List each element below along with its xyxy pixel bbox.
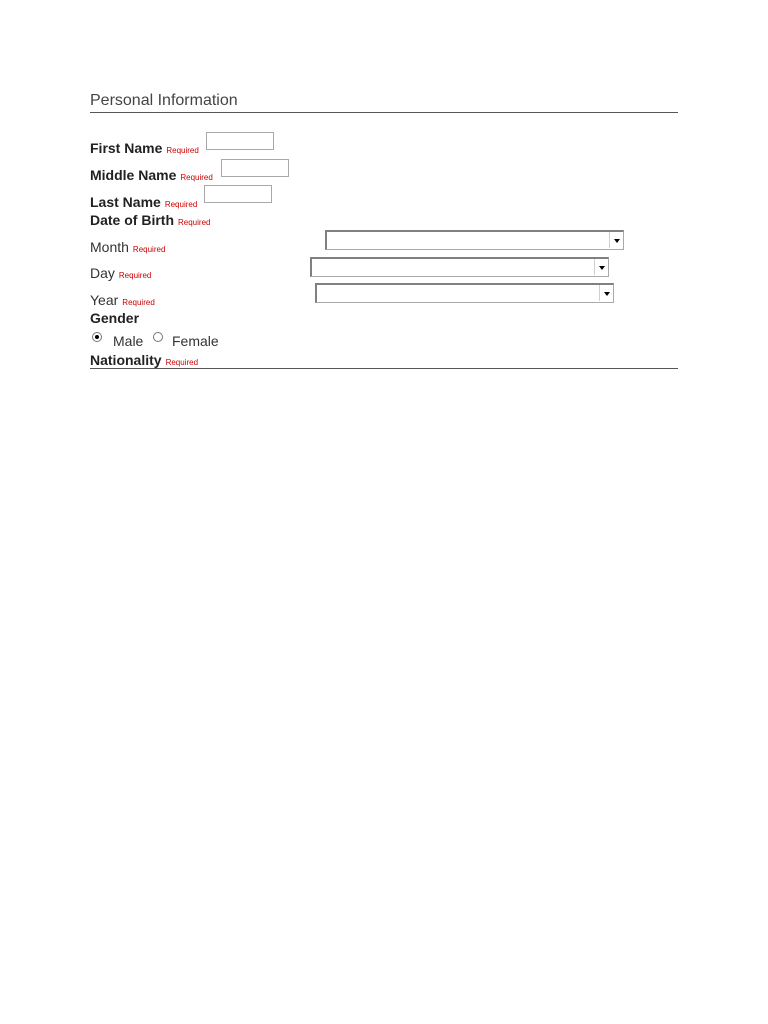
- nationality-label: [90, 352, 198, 368]
- date-of-birth-label-text: Date of Birth: [90, 212, 174, 228]
- last-name-input[interactable]: [204, 185, 272, 203]
- gender-male-label[interactable]: Male: [113, 333, 144, 349]
- gender-female-radio[interactable]: [153, 332, 163, 342]
- first-name-required: Required: [166, 146, 199, 155]
- first-name-label-text: First Name: [90, 140, 163, 156]
- year-label-text: Year: [90, 292, 119, 308]
- middle-name-label-text: Middle Name: [90, 167, 177, 183]
- section-title: Personal Information: [90, 92, 238, 109]
- month-label: [90, 239, 165, 255]
- day-label: [90, 265, 151, 281]
- gender-female-label[interactable]: Female: [172, 333, 219, 349]
- month-label-text: Month: [90, 239, 129, 255]
- year-dropdown-arrow-icon[interactable]: [599, 285, 613, 301]
- month-dropdown-arrow-icon[interactable]: [609, 232, 623, 248]
- section-bottom-rule: [90, 368, 678, 369]
- gender-label-text: Gender: [90, 310, 140, 326]
- year-label: [90, 292, 155, 308]
- date-of-birth-required: Required: [178, 218, 211, 227]
- date-of-birth-label: [90, 212, 210, 228]
- first-name-label: [90, 140, 199, 156]
- day-dropdown-arrow-icon[interactable]: [594, 259, 608, 275]
- nationality-label-text: Nationality: [90, 352, 162, 368]
- middle-name-required: Required: [180, 173, 213, 182]
- gender-male-radio[interactable]: [92, 332, 102, 342]
- last-name-label: [90, 194, 197, 210]
- day-required: Required: [118, 271, 152, 280]
- middle-name-label: [90, 167, 213, 183]
- day-select[interactable]: [310, 257, 609, 277]
- first-name-input[interactable]: [206, 132, 274, 150]
- month-select[interactable]: [325, 230, 624, 250]
- year-required: Required: [122, 298, 155, 307]
- nationality-required: Required: [165, 358, 199, 367]
- section-top-rule: [90, 112, 678, 113]
- month-required: Required: [132, 245, 166, 254]
- year-select[interactable]: [315, 283, 614, 303]
- middle-name-input[interactable]: [221, 159, 289, 177]
- last-name-label-text: Last Name: [90, 194, 161, 210]
- last-name-required: Required: [164, 200, 198, 209]
- gender-label: [90, 310, 139, 326]
- day-label-text: Day: [90, 265, 115, 281]
